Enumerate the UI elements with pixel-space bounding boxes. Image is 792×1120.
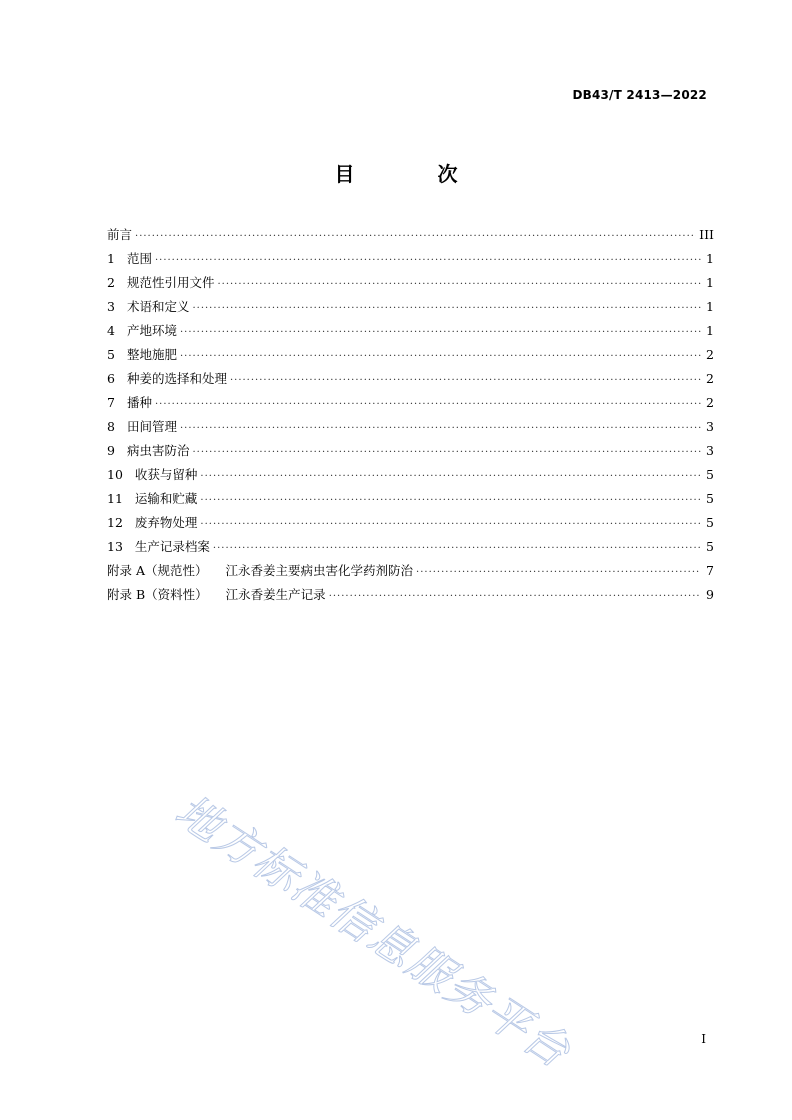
toc-entry-number: 12 [107,515,123,530]
toc-entry-label: 术语和定义 [126,299,190,314]
toc-entry[interactable] [107,537,714,561]
toc-leader-dots [155,399,701,410]
toc-entry-page: III [699,227,714,242]
toc-entry-number: 5 [107,347,115,362]
toc-entry-page: 9 [706,587,714,602]
toc-entry[interactable] [107,273,714,297]
toc-entry-label: 种姜的选择和处理 [126,371,227,386]
toc-entry-label: 前言 [107,227,133,242]
toc-entry-label: 收获与留种 [134,467,198,482]
toc-entry[interactable] [107,441,714,465]
toc-entry[interactable] [107,249,714,273]
table-of-contents [107,225,714,609]
toc-entry-label: 病虫害防治 [126,443,190,458]
toc-entry-page: 2 [706,371,714,386]
toc-leader-dots [200,519,701,530]
toc-entry-number: 4 [107,323,115,338]
toc-entry-page: 5 [706,467,714,482]
toc-entry-page: 1 [706,251,714,266]
toc-entry-number: 6 [107,371,115,386]
toc-entry-page: 5 [706,539,714,554]
toc-entry-number: 附录 B（资料性） [107,587,208,602]
toc-leader-dots [200,471,701,482]
toc-entry-page: 1 [706,323,714,338]
toc-entry-number: 8 [107,419,115,434]
toc-entry[interactable] [107,465,714,489]
toc-leader-dots [213,543,701,554]
toc-entry-number: 10 [107,467,123,482]
document-code: DB43/T 2413—2022 [572,88,707,102]
toc-entry-number: 7 [107,395,115,410]
toc-entry[interactable] [107,225,714,249]
toc-entry-label: 生产记录档案 [134,539,210,554]
toc-entry[interactable] [107,489,714,513]
toc-leader-dots [192,447,701,458]
toc-entry-number: 11 [107,491,123,506]
toc-leader-dots [416,567,701,578]
toc-entry[interactable] [107,417,714,441]
toc-entry-label: 运输和贮藏 [134,491,198,506]
toc-leader-dots [200,495,701,506]
toc-entry-number: 1 [107,251,115,266]
page-number: I [701,1032,706,1046]
toc-entry-label: 产地环境 [126,323,177,338]
toc-entry[interactable] [107,321,714,345]
toc-entry-label: 江永香姜主要病虫害化学药剂防治 [225,563,414,578]
toc-entry-label: 田间管理 [126,419,177,434]
toc-entry-page: 3 [706,443,714,458]
toc-entry[interactable] [107,561,714,585]
toc-entry[interactable] [107,393,714,417]
toc-entry-label: 废弃物处理 [134,515,198,530]
page-title: 目 次 [334,162,496,186]
toc-leader-dots [329,591,701,602]
toc-entry-number: 13 [107,539,123,554]
toc-entry-label: 整地施肥 [126,347,177,362]
toc-entry-number: 2 [107,275,115,290]
toc-entry-page: 3 [706,419,714,434]
toc-leader-dots [217,279,701,290]
toc-entry-number: 3 [107,299,115,314]
toc-leader-dots [192,303,701,314]
toc-entry-label: 范围 [126,251,152,266]
toc-entry-page: 1 [706,275,714,290]
toc-entry[interactable] [107,345,714,369]
toc-leader-dots [180,423,701,434]
toc-entry-number: 附录 A（规范性） [107,563,208,578]
toc-entry-number: 9 [107,443,115,458]
toc-entry-page: 2 [706,395,714,410]
toc-leader-dots [180,327,701,338]
toc-entry[interactable] [107,297,714,321]
toc-entry-page: 1 [706,299,714,314]
toc-entry-page: 5 [706,515,714,530]
toc-entry-page: 2 [706,347,714,362]
toc-leader-dots [230,375,701,386]
toc-entry-page: 5 [706,491,714,506]
toc-entry[interactable] [107,513,714,537]
toc-entry[interactable] [107,585,714,609]
toc-entry-label: 江永香姜生产记录 [225,587,326,602]
toc-leader-dots [180,351,701,362]
toc-entry-label: 规范性引用文件 [126,275,215,290]
toc-leader-dots [155,255,701,266]
toc-entry-page: 7 [706,563,714,578]
watermark: 地方标准信息服务平台 [166,785,580,1079]
toc-leader-dots [135,231,696,242]
toc-entry[interactable] [107,369,714,393]
toc-entry-label: 播种 [126,395,152,410]
